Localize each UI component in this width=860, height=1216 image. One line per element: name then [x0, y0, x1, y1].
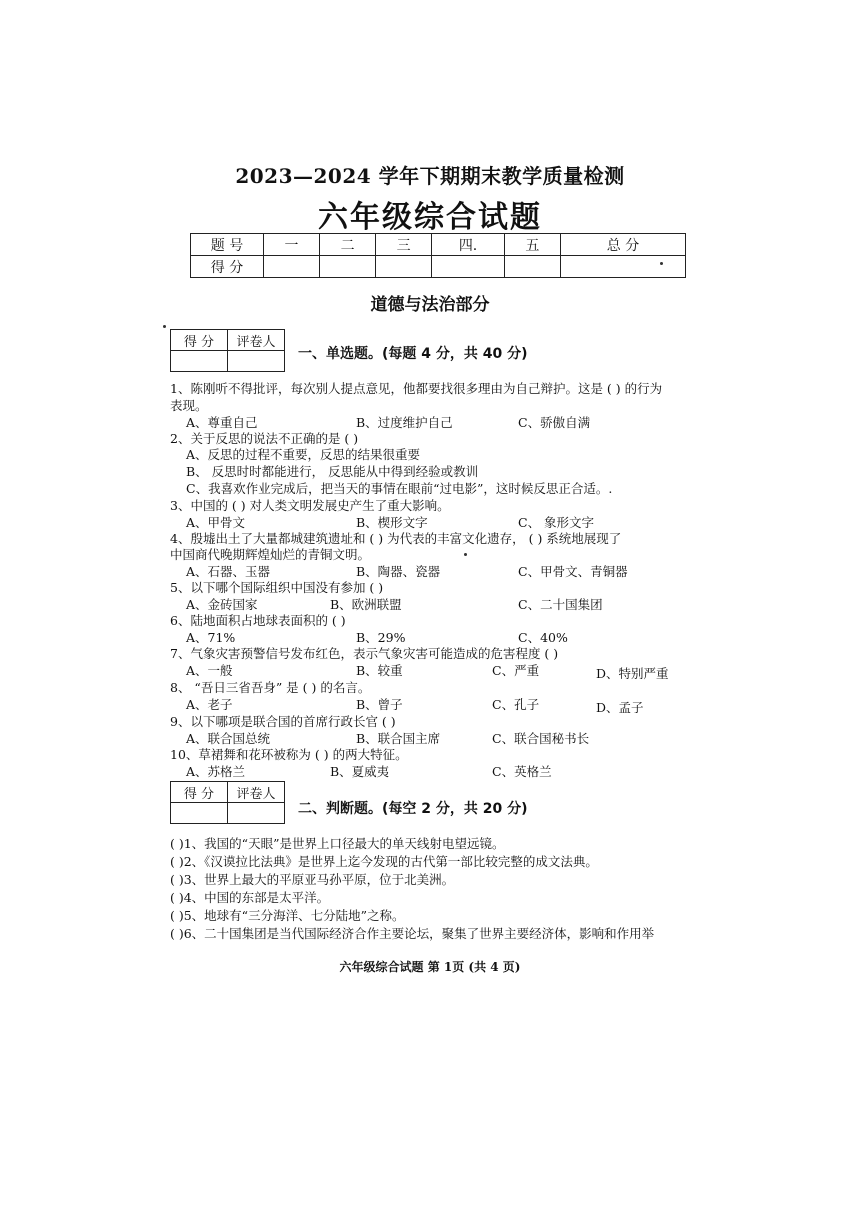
exam-title: 2023—2024 学年下期期末教学质量检测 [235, 164, 625, 188]
grader-box-1 [170, 329, 285, 372]
question-stem: 4、殷墟出土了大量都城建筑遗址和 ( ) 为代表的丰富文化遗存， ( ) 系统地展现了 [170, 531, 622, 546]
option: C、严重 [492, 663, 540, 678]
option: B、曾子 [356, 697, 403, 712]
score-table [190, 233, 686, 278]
score-input-cell [432, 256, 505, 278]
question-stem: 1、陈刚听不得批评，每次别人提点意见，他都要找很多理由为自己辩护。这是 ( ) 的行为 [170, 381, 663, 396]
judge-item: ( )3、世界上最大的平原亚马孙平原，位于北美洲。 [170, 872, 455, 887]
option: A、71% [186, 630, 236, 645]
option: A、苏格兰 [186, 764, 246, 779]
score-table-header-row [191, 234, 686, 256]
score-input-cell [320, 256, 376, 278]
question-stem: 10、草裙舞和花环被称为 ( ) 的两大特征。 [170, 747, 408, 762]
part1-heading: 一、单选题。(每题 4 分，共 40 分) [298, 346, 528, 362]
section-title: 道德与法治部分 [370, 295, 490, 315]
score-input-cell [560, 256, 685, 278]
option: A、联合国总统 [186, 731, 271, 746]
option: A、尊重自己 [186, 415, 258, 430]
scan-speck [163, 325, 166, 328]
score-input-cell [504, 256, 560, 278]
option: B、夏威夷 [330, 764, 390, 779]
scan-speck [660, 262, 663, 265]
grader-score-cell [171, 803, 228, 824]
question-stem-cont: 中国商代晚期辉煌灿烂的青铜文明。 [170, 547, 371, 562]
grader-score-label: 得 分 [171, 782, 228, 803]
judge-item: ( )4、中国的东部是太平洋。 [170, 890, 330, 905]
score-cell: 四. [432, 234, 505, 256]
score-cell: 一 [264, 234, 320, 256]
question-stem: 2、关于反思的说法不正确的是 ( ) [170, 431, 359, 446]
option: A、石器、玉器 [186, 564, 271, 579]
option: B、欧洲联盟 [330, 597, 402, 612]
score-cell: 总 分 [560, 234, 685, 256]
option: C、二十国集团 [518, 597, 603, 612]
score-cell: 五 [504, 234, 560, 256]
judge-item: ( )2、《汉谟拉比法典》是世界上迄今发现的古代第一部比较完整的成文法典。 [170, 854, 598, 869]
score-input-cell [376, 256, 432, 278]
grader-reviewer-label: 评卷人 [228, 782, 285, 803]
part2-heading: 二、判断题。(每空 2 分，共 20 分) [298, 801, 528, 817]
option: A、金砖国家 [186, 597, 258, 612]
grader-reviewer-label: 评卷人 [228, 330, 285, 351]
option: C、联合国秘书长 [492, 731, 590, 746]
judge-item: ( )6、二十国集团是当代国际经济合作主要论坛，聚集了世界主要经济体，影响和作用举 [170, 926, 655, 941]
grader-score-label: 得 分 [171, 330, 228, 351]
score-cell: 题 号 [191, 234, 264, 256]
score-row-label: 得 分 [191, 256, 264, 278]
option: B、楔形文字 [356, 515, 428, 530]
option: C、甲骨文、青铜器 [518, 564, 628, 579]
option: B、陶器、瓷器 [356, 564, 441, 579]
score-table-score-row [191, 256, 686, 278]
grader-reviewer-cell [228, 803, 285, 824]
judge-item: ( )1、我国的“天眼”是世界上口径最大的单天线射电望远镜。 [170, 836, 505, 851]
judge-item: ( )5、地球有“三分海洋、七分陆地”之称。 [170, 908, 405, 923]
score-cell: 二 [320, 234, 376, 256]
option: B、 反思时时都能进行， 反思能从中得到经验或教训 [186, 464, 479, 479]
option: A、反思的过程不重要，反思的结果很重要 [186, 447, 421, 462]
exam-subtitle: 六年级综合试题 [318, 200, 542, 235]
option: B、29% [356, 630, 406, 645]
question-stem: 6、陆地面积占地球表面积的 ( ) [170, 613, 346, 628]
option: B、联合国主席 [356, 731, 441, 746]
score-cell: 三 [376, 234, 432, 256]
scan-speck [464, 553, 467, 556]
option: C、英格兰 [492, 764, 552, 779]
grader-score-cell [171, 351, 228, 372]
grader-box-2 [170, 781, 285, 824]
option: C、我喜欢作业完成后，把当天的事情在眼前“过电影”，这时候反思正合适。. [186, 481, 613, 496]
option: D、特别严重 [596, 666, 669, 681]
option: C、孔子 [492, 697, 540, 712]
question-stem-cont: 表现。 [170, 398, 208, 413]
score-input-cell [264, 256, 320, 278]
question-stem: 9、以下哪项是联合国的首席行政长官 ( ) [170, 714, 396, 729]
option: A、一般 [186, 663, 233, 678]
option: A、甲骨文 [186, 515, 246, 530]
option: C、 象形文字 [518, 515, 595, 530]
option: B、过度维护自己 [356, 415, 453, 430]
option: B、较重 [356, 663, 403, 678]
question-stem: 8、 “吾日三省吾身” 是 ( ) 的名言。 [170, 680, 371, 695]
option: C、40% [518, 630, 568, 645]
question-stem: 5、以下哪个国际组织中国没有参加 ( ) [170, 580, 384, 595]
option: A、老子 [186, 697, 233, 712]
option: D、孟子 [596, 700, 644, 715]
option: C、骄傲自满 [518, 415, 591, 430]
grader-reviewer-cell [228, 351, 285, 372]
page-footer: 六年级综合试题 第 1页 (共 4 页) [339, 960, 521, 974]
question-stem: 3、中国的 ( ) 对人类文明发展史产生了重大影响。 [170, 498, 450, 513]
question-stem: 7、气象灾害预警信号发布红色，表示气象灾害可能造成的危害程度 ( ) [170, 646, 559, 661]
